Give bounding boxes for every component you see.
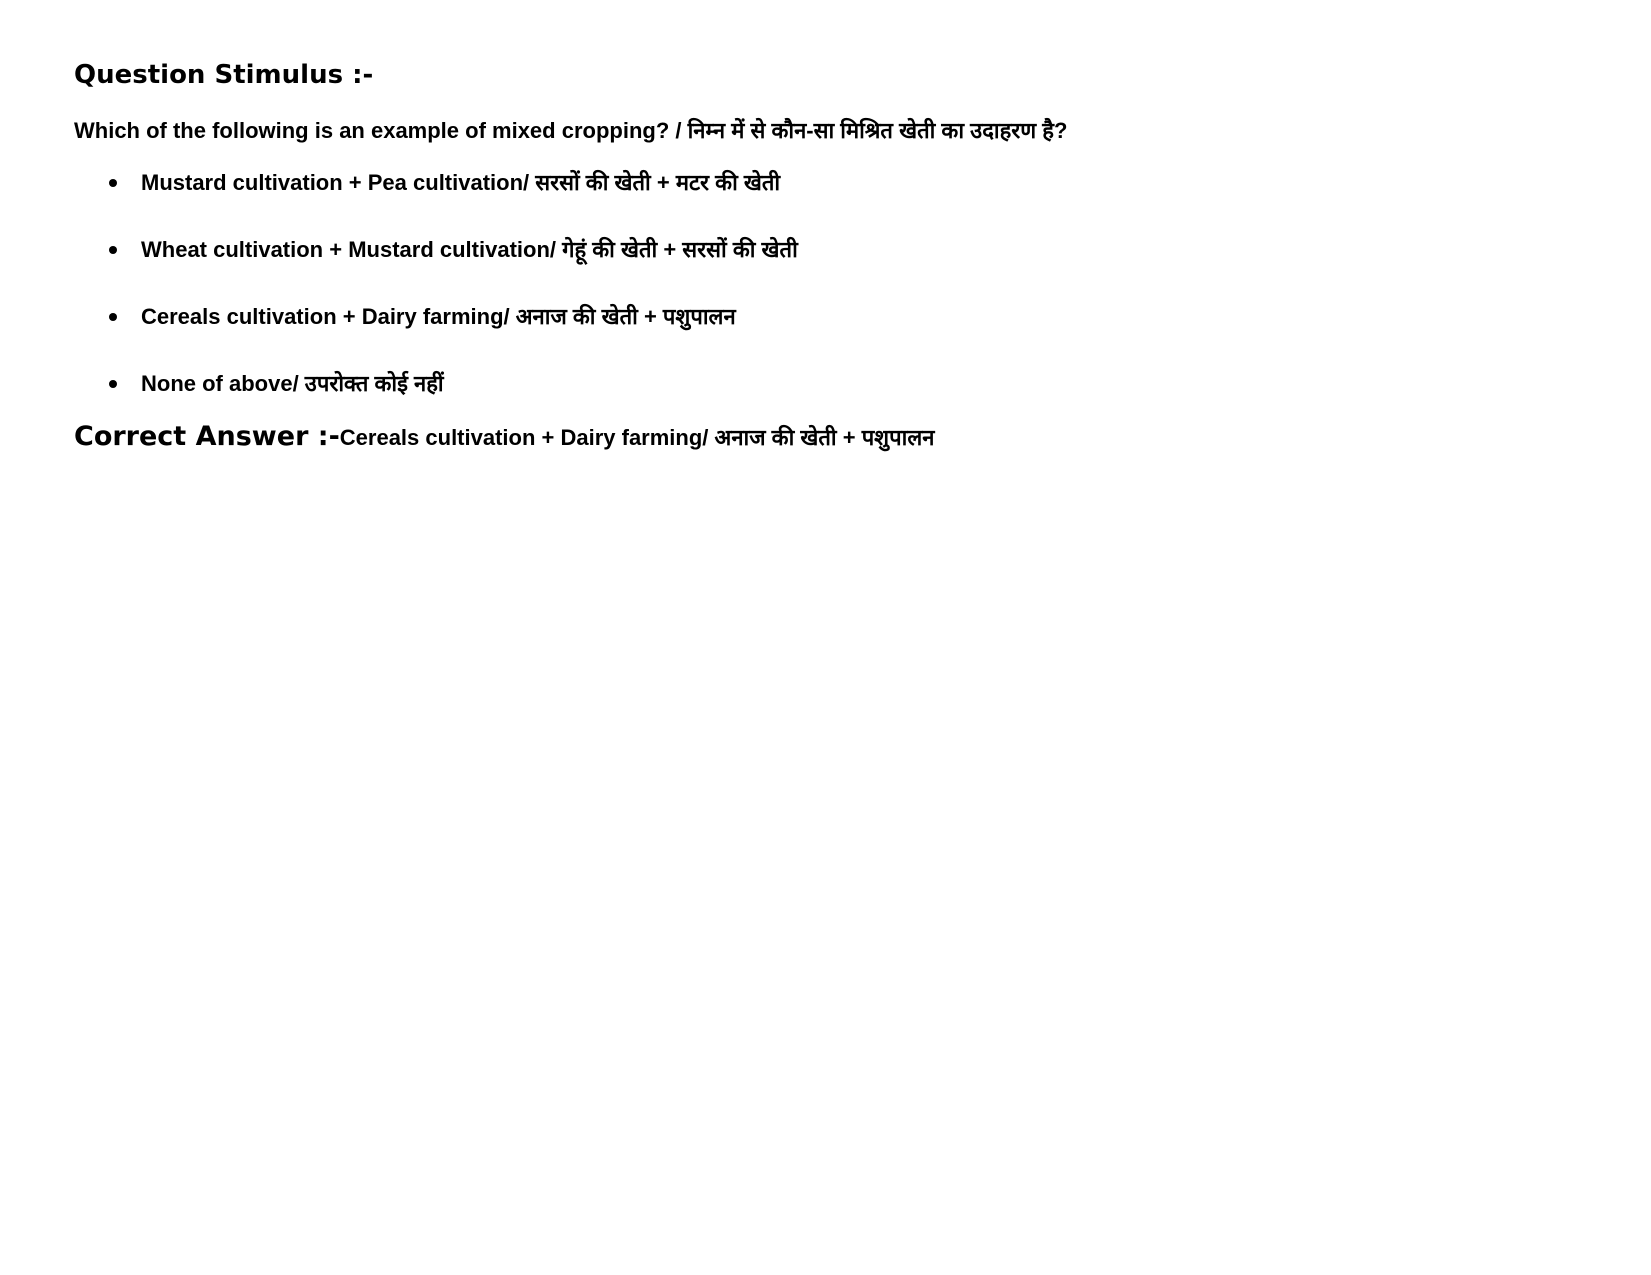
- question-stimulus-heading: Question Stimulus :-: [74, 60, 374, 90]
- option-text: Cereals cultivation + Dairy farming/ अनाज की खेती + पशुपालन: [141, 304, 736, 329]
- bullet-icon: [109, 246, 117, 254]
- question-text: Which of the following is an example of mixed cropping? / निम्न में से कौन-सा मिश्रित खेती का उदाहरण है?: [74, 118, 1068, 143]
- correct-answer-value: Cereals cultivation + Dairy farming/ अनाज की खेती + पशुपालन: [339, 425, 935, 450]
- options-list: [74, 168, 1594, 399]
- correct-answer-label: Correct Answer :-: [74, 421, 340, 452]
- bullet-icon: [109, 313, 117, 321]
- correct-answer-row: [74, 419, 1594, 459]
- option-item: [74, 369, 1594, 399]
- option-text: Mustard cultivation + Pea cultivation/ सरसों की खेती + मटर की खेती: [141, 170, 781, 195]
- option-item: [74, 302, 1594, 332]
- option-text: None of above/ उपरोक्त कोई नहीं: [141, 371, 444, 396]
- bullet-icon: [109, 179, 117, 187]
- option-item: [74, 168, 1594, 198]
- bullet-icon: [109, 380, 117, 388]
- option-item: [74, 235, 1594, 265]
- question-document: [74, 58, 1594, 459]
- option-text: Wheat cultivation + Mustard cultivation/ गेहूं की खेती + सरसों की खेती: [141, 237, 798, 262]
